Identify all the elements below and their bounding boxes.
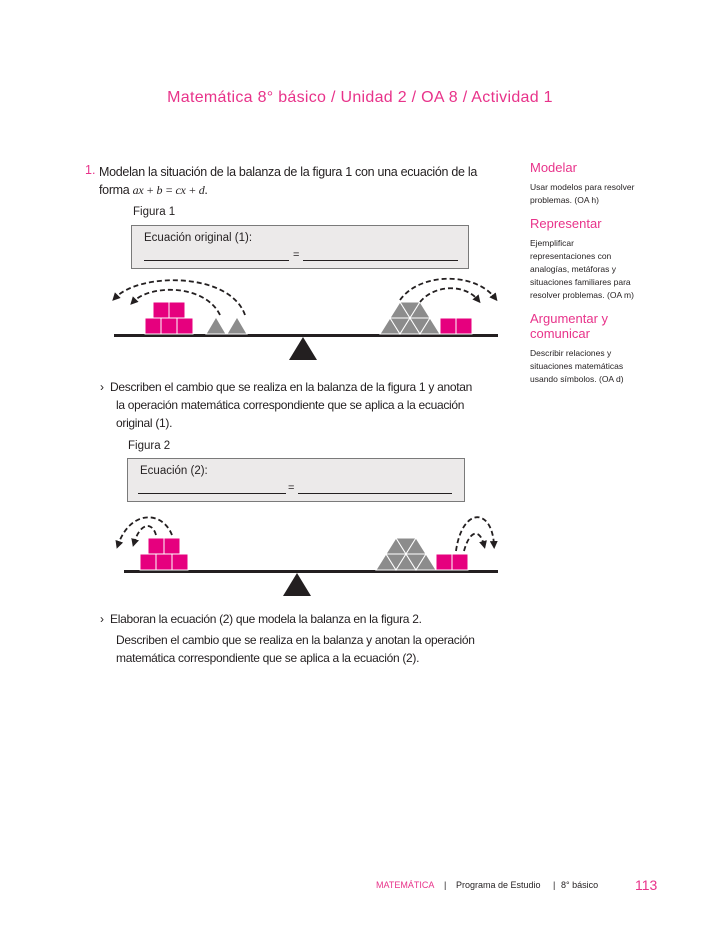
skill-text-modelar <box>530 181 645 207</box>
question-number: 1. <box>85 163 96 177</box>
instruction-2-line2: Describen el cambio que se realiza en la balanza y anotan la operación <box>116 633 475 647</box>
right-triangles <box>380 302 440 334</box>
equation-1-left-blank[interactable] <box>144 260 289 261</box>
left-triangles <box>206 317 247 334</box>
skill-text-line: Ejemplificar <box>530 238 574 248</box>
skill-text-line: Describir relaciones y <box>530 348 612 358</box>
figure-1-label: Figura 1 <box>133 206 176 218</box>
skill-text-line: situaciones matemáticas <box>530 361 624 371</box>
fulcrum <box>283 573 311 596</box>
bullet-arrow-icon: › <box>100 380 104 394</box>
equation-box-1 <box>131 225 469 269</box>
question-text <box>99 163 499 199</box>
skill-text-line: analogías, metáforas y <box>530 264 616 274</box>
balance-figure-1 <box>100 270 520 365</box>
instruction-2 <box>100 610 530 667</box>
right-removal-arrows <box>400 279 495 302</box>
footer-separator: | <box>553 880 556 890</box>
question-text-suffix: . <box>204 183 208 197</box>
skill-text-representar <box>530 237 645 302</box>
page-number: 113 <box>635 877 658 893</box>
instruction-1 <box>100 378 510 432</box>
page-title: Matemática 8° básico / Unidad 2 / OA 8 / Actividad 1 <box>167 89 553 106</box>
equation-form: ax + b = cx + d <box>132 183 205 197</box>
equation-1-equals: = <box>293 249 300 261</box>
skill-text-line: representaciones con <box>530 251 612 261</box>
equation-2-label: Ecuación (2): <box>140 465 208 477</box>
instruction-2-line1: Elaboran la ecuación (2) que modela la balanza en la figura 2. <box>110 612 422 626</box>
skill-heading-representar: Representar <box>530 216 602 231</box>
question-text-prefix: forma <box>99 183 133 197</box>
balance-figure-2 <box>100 505 520 600</box>
right-cubes <box>436 554 468 570</box>
instruction-1-line3: original (1). <box>116 416 173 430</box>
left-cubes <box>145 302 193 334</box>
bullet-arrow-icon: › <box>100 612 104 626</box>
equation-1-label: Ecuación original (1): <box>144 232 253 244</box>
skill-text-line: Usar modelos para resolver <box>530 182 635 192</box>
skills-sidebar <box>530 160 645 386</box>
right-removal-arrows <box>456 517 494 551</box>
equation-1-right-blank[interactable] <box>303 260 458 261</box>
skill-text-line: resolver problemas. (OA m) <box>530 290 634 300</box>
instruction-1-line1: Describen el cambio que se realiza en la balanza de la figura 1 y anotan <box>110 380 472 394</box>
skill-heading-line: Argumentar y <box>530 311 609 326</box>
question-text-line1: Modelan la situación de la balanza de la figura 1 con una ecuación de la <box>99 165 477 179</box>
skill-text-line: situaciones familiares para <box>530 277 631 287</box>
equation-2-left-blank[interactable] <box>138 493 286 494</box>
skill-heading-line: comunicar <box>530 326 590 341</box>
left-cubes <box>140 538 188 570</box>
footer-program: Programa de Estudio <box>456 880 541 890</box>
skill-text-argumentar <box>530 347 645 386</box>
figure-2-label: Figura 2 <box>128 440 171 452</box>
right-triangles <box>376 538 436 570</box>
skill-text-line: problemas. (OA h) <box>530 195 599 205</box>
footer-subject: MATEMÁTICA <box>376 880 435 890</box>
footer-grade: 8° básico <box>561 880 599 890</box>
footer-separator: | <box>444 880 447 890</box>
question-text-line2 <box>99 181 499 199</box>
equation-box-2 <box>127 458 465 502</box>
skill-text-line: usando símbolos. (OA d) <box>530 374 624 384</box>
instruction-1-line2: la operación matemática correspondiente que se aplica a la ecuación <box>116 398 465 412</box>
right-cubes <box>440 318 472 334</box>
equation-2-right-blank[interactable] <box>298 493 452 494</box>
fulcrum <box>289 337 317 360</box>
equation-2-equals: = <box>288 482 295 494</box>
skill-heading-argumentar <box>530 311 645 341</box>
instruction-2-line3: matemática correspondiente que se aplica a la ecuación (2). <box>116 651 420 665</box>
skill-heading-modelar: Modelar <box>530 160 577 175</box>
